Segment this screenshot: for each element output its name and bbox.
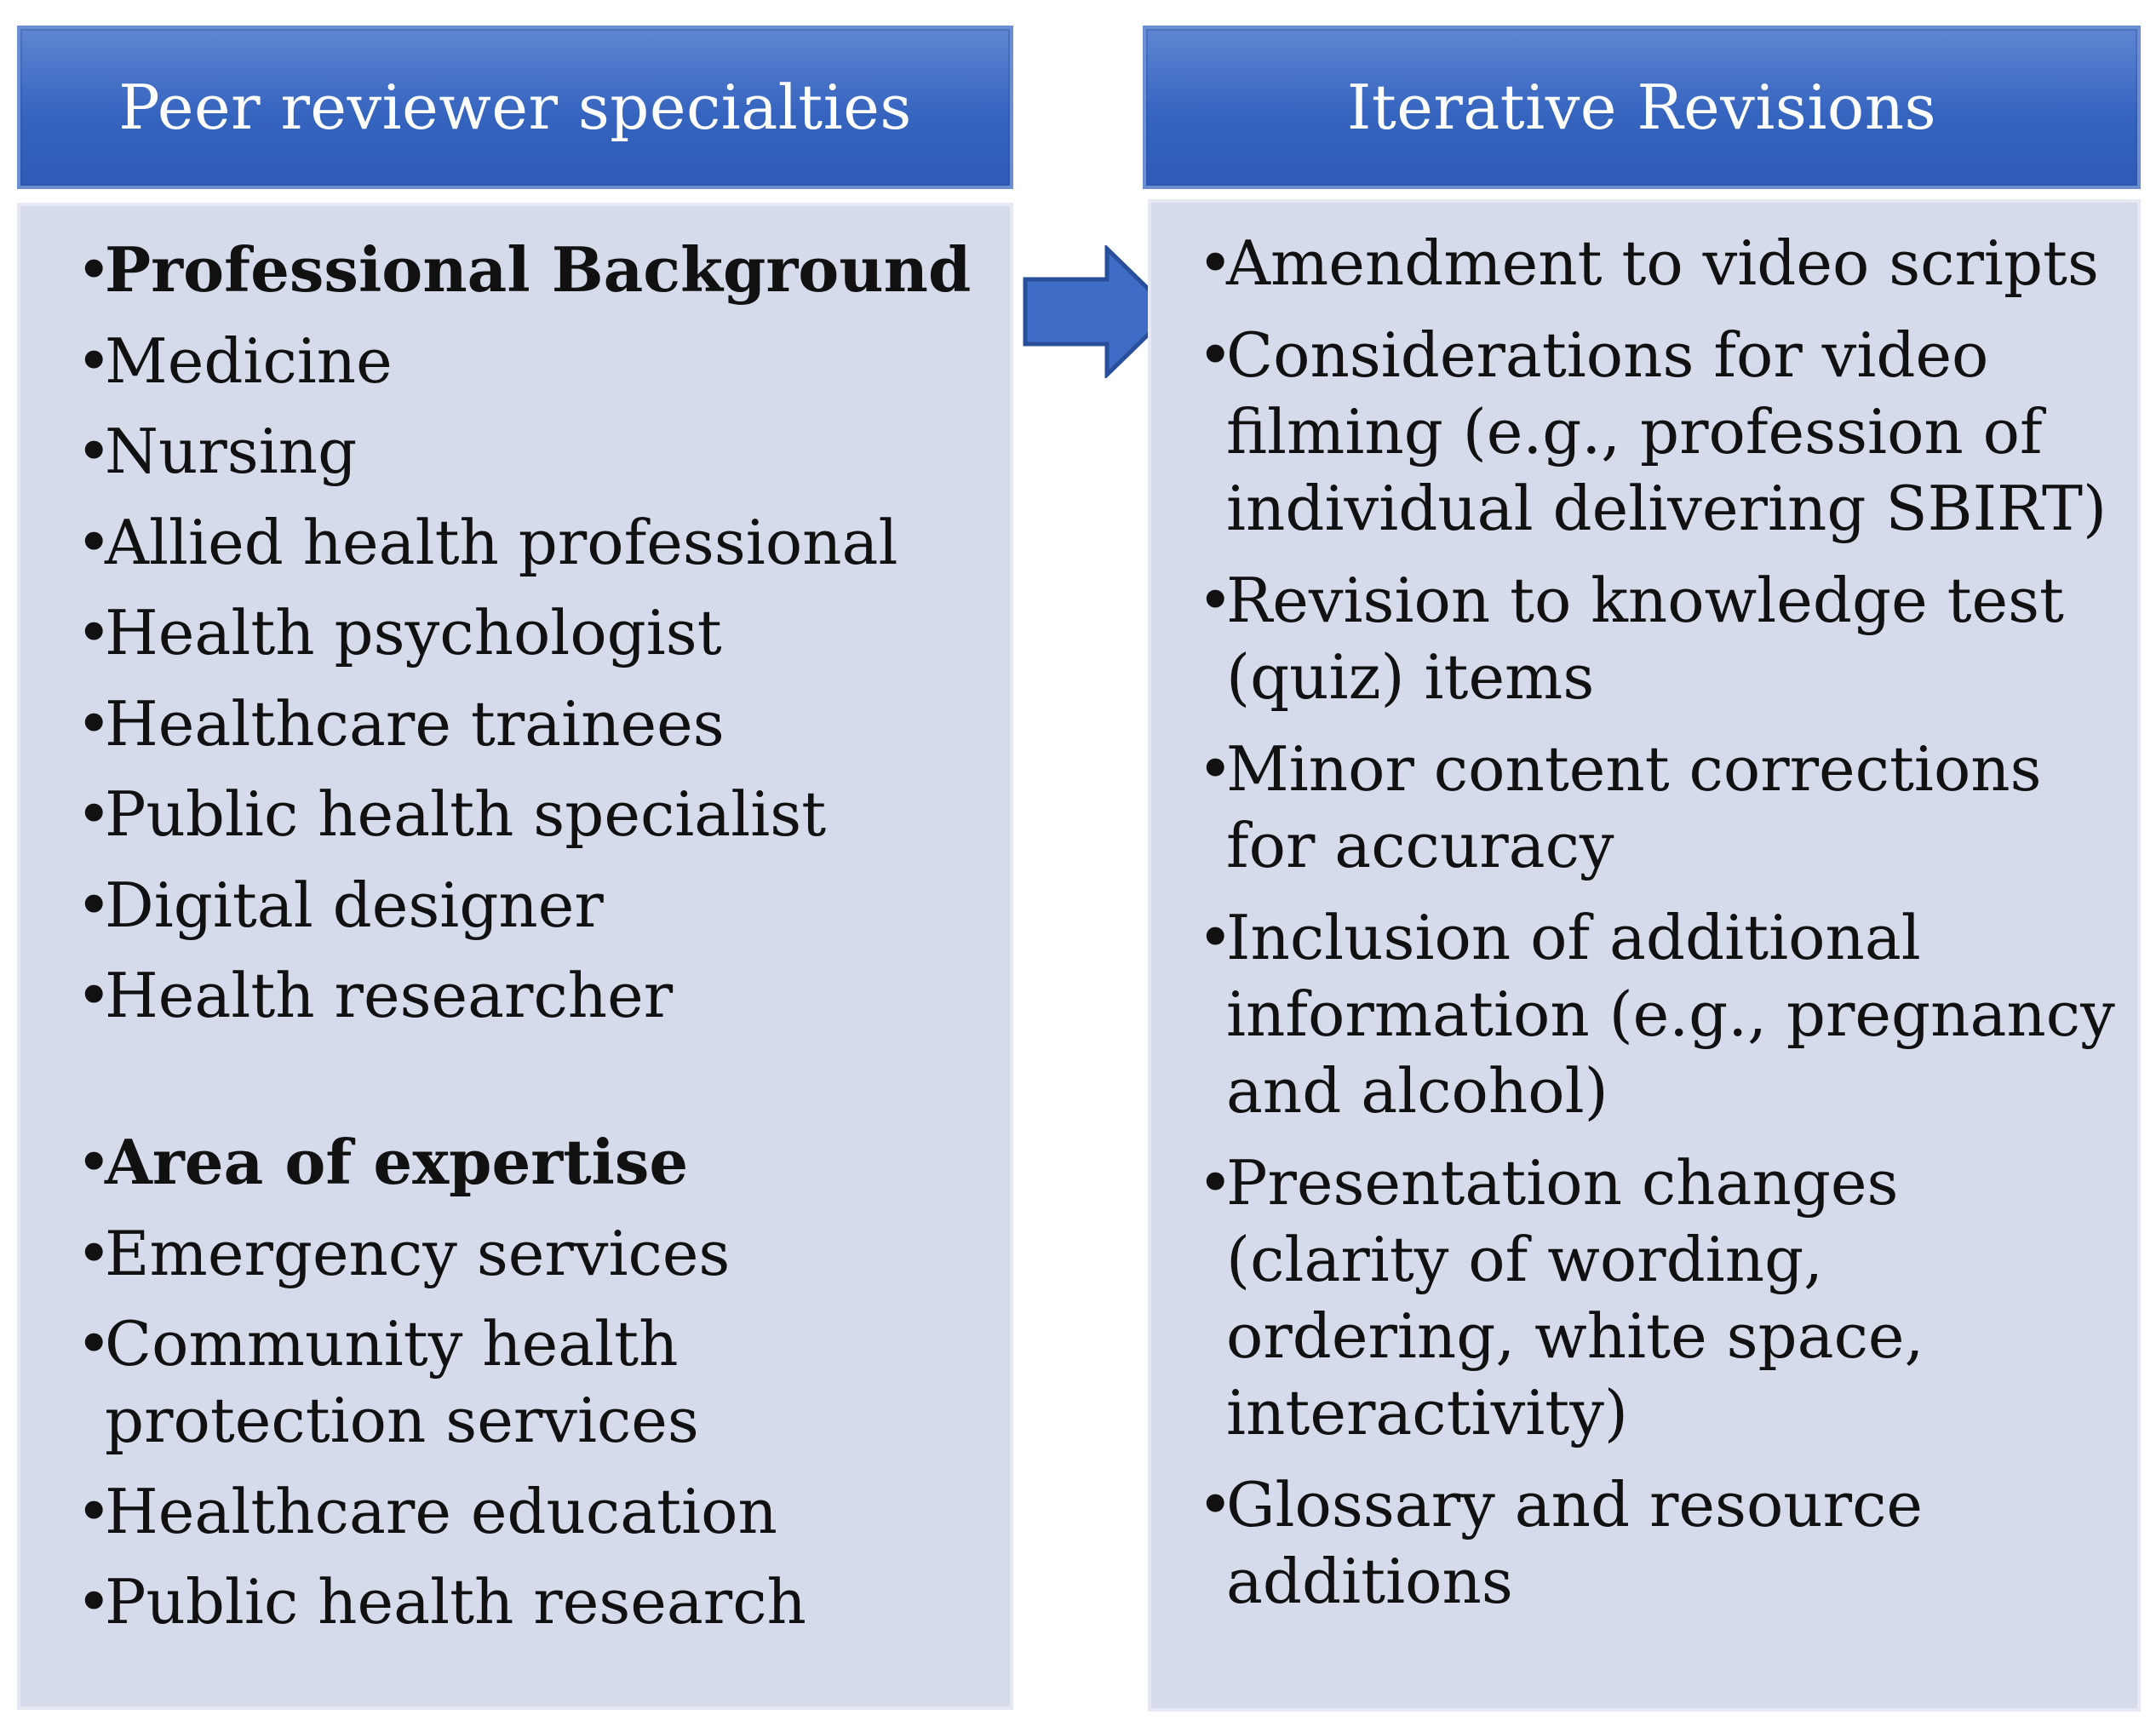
bullet-icon: •	[76, 1217, 112, 1289]
list-item: • Public health specialist	[50, 776, 1004, 852]
bullet-icon: •	[76, 778, 112, 850]
list-item: • Health researcher	[50, 957, 1004, 1034]
list-item: • Presentation changes (clarity of wording, ordering, white space, interactivity)	[1172, 1144, 2125, 1451]
list-item: • Health psychologist	[50, 594, 1004, 671]
bullet-icon: •	[1197, 319, 1234, 391]
peer-reviewer-specialties-header	[17, 26, 1013, 189]
bullet-icon: •	[76, 597, 112, 668]
bullet-icon: •	[76, 506, 112, 578]
list-item: • Digital designer	[50, 867, 1004, 944]
bullet-icon: •	[76, 1566, 112, 1638]
bullet-icon: •	[76, 1308, 112, 1380]
bullet-icon: •	[1197, 565, 1234, 636]
list-item: • Allied health professional	[50, 504, 1004, 581]
list-item: • Considerations for video filming (e.g., profession of individual delivering SBIRT)	[1172, 317, 2125, 547]
list-item: • Minor content corrections for accuracy	[1172, 731, 2125, 884]
bullet-icon: •	[76, 1475, 112, 1547]
list-item-area-of-expertise: • Area of expertise	[50, 1124, 1004, 1201]
bullet-icon: •	[76, 960, 112, 1031]
revisions-panel	[1148, 199, 2141, 1712]
list-item: • Amendment to video scripts	[1172, 225, 2125, 301]
list-item: • Public health research	[50, 1563, 1004, 1640]
specialties-list	[50, 232, 1004, 1655]
iterative-revisions-header	[1143, 26, 2141, 189]
header-left-label: Peer reviewer specialties	[118, 72, 912, 143]
header-right-label: Iterative Revisions	[1346, 72, 1937, 143]
list-item: • Community health protection services	[50, 1305, 1004, 1459]
bullet-icon: •	[76, 324, 112, 397]
list-item: • Inclusion of additional information (e.g., pregnancy and alcohol)	[1172, 899, 2125, 1129]
list-item: • Healthcare education	[50, 1473, 1004, 1550]
bullet-icon: •	[1197, 227, 1234, 299]
bullet-icon: •	[76, 234, 112, 306]
revisions-list	[1172, 225, 2125, 1635]
bullet-icon: •	[76, 416, 112, 487]
bullet-icon: •	[76, 1127, 112, 1198]
bullet-icon: •	[1197, 1469, 1234, 1540]
list-item: • Emergency services	[50, 1215, 1004, 1292]
bullet-icon: •	[1197, 733, 1234, 805]
list-item: • Revision to knowledge test (quiz) items	[1172, 562, 2125, 715]
bullet-icon: •	[76, 869, 112, 941]
list-item: • Nursing	[50, 413, 1004, 490]
list-item: • Medicine	[50, 323, 1004, 399]
list-item: • Healthcare trainees	[50, 686, 1004, 762]
bullet-icon: •	[1197, 902, 1234, 973]
bullet-icon: •	[76, 687, 112, 760]
specialties-panel	[17, 203, 1013, 1710]
list-item: • Glossary and resource additions	[1172, 1466, 2125, 1620]
bullet-icon: •	[1197, 1147, 1234, 1219]
list-item-professional-background: • Professional Background	[50, 232, 1004, 308]
